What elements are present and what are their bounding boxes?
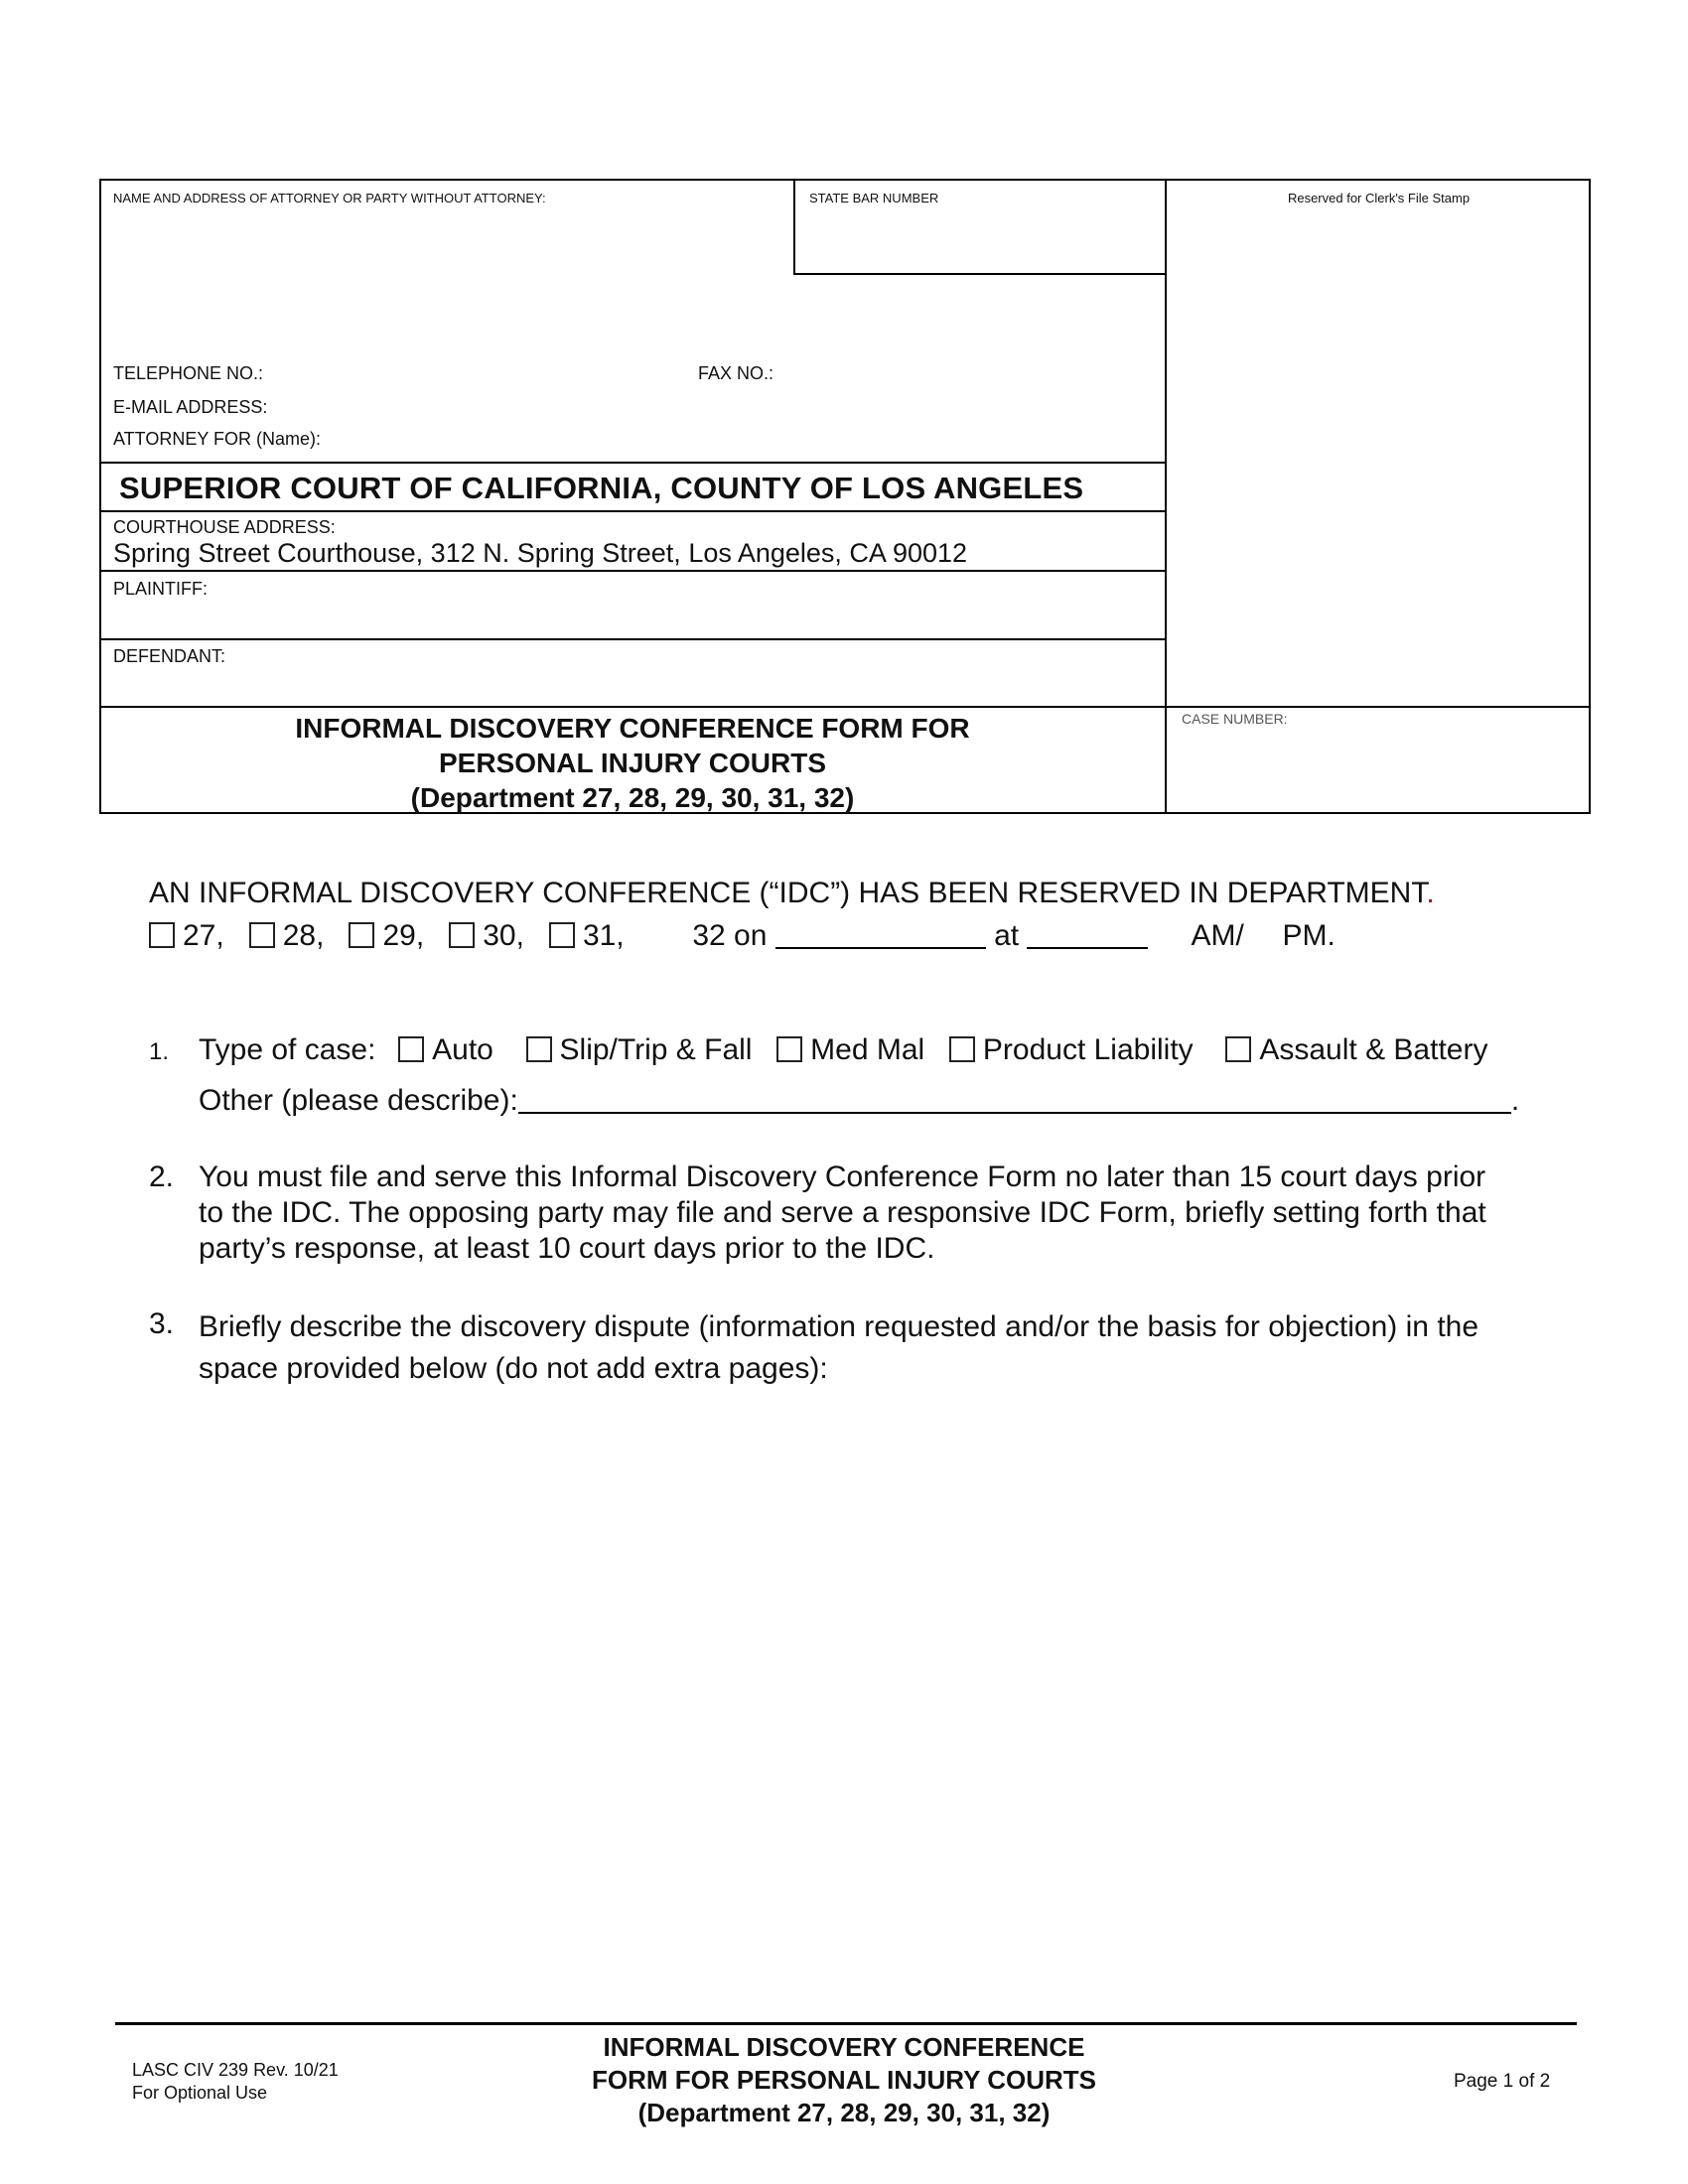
- defendant-label: DEFENDANT:: [113, 646, 226, 666]
- item-1-number: 1.: [149, 1038, 170, 1065]
- idc-time-field[interactable]: [1027, 917, 1148, 949]
- idc-reservation-heading: [149, 876, 1435, 911]
- department-32-label: 32 on: [692, 919, 768, 952]
- form-title-line-1: INFORMAL DISCOVERY CONFERENCE FORM FOR: [295, 713, 970, 744]
- item-3-line-1: Briefly describe the discovery dispute (information requested and/or the basis for objection) in the: [199, 1310, 1479, 1343]
- footer-title-line-1: INFORMAL DISCOVERY CONFERENCE: [603, 2032, 1085, 2062]
- department-30-label: 30,: [483, 919, 524, 952]
- type-of-case-row: [199, 1032, 1487, 1068]
- department-27-checkbox[interactable]: [149, 922, 175, 948]
- state-bar-number-label: STATE BAR NUMBER: [809, 191, 939, 205]
- email-field[interactable]: [288, 395, 1142, 419]
- assault-battery-checkbox[interactable]: [1225, 1036, 1251, 1062]
- footer-optional-use: For Optional Use: [132, 2083, 268, 2103]
- item-3-number: 3.: [149, 1307, 175, 1340]
- item-2-line-3: party’s response, at least 10 court days prior to the IDC.: [199, 1232, 935, 1265]
- clerk-file-stamp-label: Reserved for Clerk's File Stamp: [1287, 191, 1471, 205]
- pm-label: PM.: [1282, 919, 1336, 952]
- case-number-label: CASE NUMBER:: [1182, 711, 1288, 727]
- case-number-field[interactable]: [1182, 735, 1574, 794]
- attorney-name-address-field[interactable]: [113, 210, 788, 359]
- other-description-label: Other (please describe):: [199, 1084, 518, 1117]
- other-description-field[interactable]: [518, 1082, 1511, 1114]
- idc-heading-text: AN INFORMAL DISCOVERY CONFERENCE (“IDC”) HAS BEEN RESERVED IN DEPARTMENT: [149, 877, 1427, 909]
- product-liability-checkbox[interactable]: [949, 1036, 975, 1062]
- department-28-checkbox[interactable]: [249, 922, 275, 948]
- auto-label: Auto: [432, 1033, 493, 1066]
- assault-battery-label: Assault & Battery: [1259, 1033, 1488, 1066]
- department-selection-row: [149, 917, 1336, 954]
- at-label: at: [994, 919, 1020, 952]
- department-31-checkbox[interactable]: [549, 922, 575, 948]
- department-31-label: 31,: [582, 919, 625, 952]
- form-title-line-2: PERSONAL INJURY COURTS: [439, 748, 826, 778]
- item-2-line-2: to the IDC. The opposing party may file and serve a responsive IDC Form, briefly setting forth that: [199, 1196, 1486, 1229]
- fax-field[interactable]: [784, 361, 1152, 385]
- footer-form-id: LASC CIV 239 Rev. 10/21: [132, 2060, 339, 2080]
- telephone-label: TELEPHONE NO.:: [113, 363, 264, 383]
- department-29-checkbox[interactable]: [349, 922, 374, 948]
- courthouse-address-label: COURTHOUSE ADDRESS:: [113, 517, 336, 537]
- footer-title: [447, 2031, 1241, 2129]
- footer-page-number: Page 1 of 2: [1454, 2071, 1551, 2092]
- defendant-field[interactable]: [248, 646, 1152, 696]
- email-label: E-MAIL ADDRESS:: [113, 397, 268, 417]
- footer-rule: [115, 2022, 1577, 2025]
- product-liability-label: Product Liability: [982, 1033, 1194, 1066]
- discovery-dispute-description-field[interactable]: [149, 1400, 1539, 1985]
- other-case-type-row: [199, 1082, 1519, 1119]
- form-title-line-3: (Department 27, 28, 29, 30, 31, 32): [410, 782, 855, 813]
- fax-label: FAX NO.:: [698, 363, 774, 383]
- footer-title-line-2: FORM FOR PERSONAL INJURY COURTS: [591, 2065, 1096, 2095]
- med-mal-checkbox[interactable]: [776, 1036, 802, 1062]
- plaintiff-field[interactable]: [228, 579, 1152, 628]
- court-name: SUPERIOR COURT OF CALIFORNIA, COUNTY OF LOS ANGELES: [119, 471, 1084, 505]
- telephone-field[interactable]: [278, 361, 675, 385]
- type-of-case-label: Type of case:: [199, 1033, 376, 1066]
- item-2-number: 2.: [149, 1160, 175, 1193]
- slip-trip-fall-label: Slip/Trip & Fall: [559, 1033, 753, 1066]
- footer-title-line-3: (Department 27, 28, 29, 30, 31, 32): [637, 2098, 1051, 2127]
- med-mal-label: Med Mal: [810, 1033, 925, 1066]
- department-27-label: 27,: [183, 919, 224, 952]
- idc-date-field[interactable]: [775, 917, 986, 949]
- item-2-line-1: You must file and serve this Informal Discovery Conference Form no later than 15 court days prior: [199, 1160, 1486, 1193]
- am-label: AM/: [1191, 919, 1244, 952]
- idc-heading-mark: .: [1426, 877, 1435, 909]
- item-2-text: [199, 1160, 1486, 1267]
- department-28-label: 28,: [282, 919, 325, 952]
- auto-checkbox[interactable]: [398, 1036, 424, 1062]
- footer-form-info: [132, 2059, 339, 2105]
- form-title: [99, 711, 1166, 815]
- department-29-label: 29,: [382, 919, 425, 952]
- state-bar-number-field[interactable]: [809, 210, 1147, 265]
- plaintiff-label: PLAINTIFF:: [113, 579, 209, 599]
- item-3-line-2: space provided below (do not add extra pages):: [199, 1352, 828, 1385]
- courthouse-address: Spring Street Courthouse, 312 N. Spring Street, Los Angeles, CA 90012: [113, 538, 968, 568]
- attorney-for-label: ATTORNEY FOR (Name):: [113, 429, 322, 449]
- attorney-name-address-label: NAME AND ADDRESS OF ATTORNEY OR PARTY WITHOUT ATTORNEY:: [113, 191, 546, 205]
- slip-trip-fall-checkbox[interactable]: [526, 1036, 552, 1062]
- department-30-checkbox[interactable]: [449, 922, 475, 948]
- attorney-for-field[interactable]: [343, 427, 1147, 451]
- other-description-end: .: [1510, 1084, 1520, 1117]
- item-3-text: [199, 1306, 1478, 1390]
